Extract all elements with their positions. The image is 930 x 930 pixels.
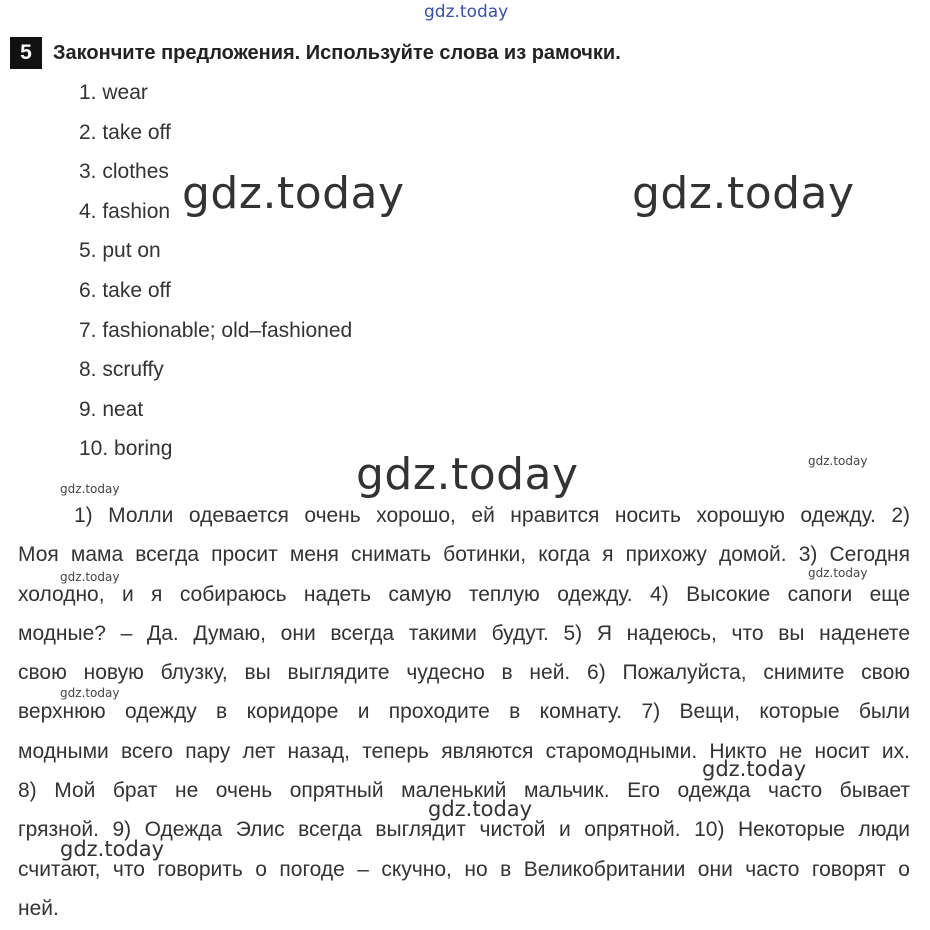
translation-line: холодно, и я собираюсь надеть самую теплую одежду. 4) Высокие сапоги еще bbox=[18, 582, 910, 606]
watermark-medium: gdz.today bbox=[702, 757, 807, 781]
watermark-small: gdz.today bbox=[60, 686, 120, 700]
task-title: Закончите предложения. Используйте слова из рамочки. bbox=[53, 42, 621, 64]
answer-item: 1. wear bbox=[79, 81, 148, 104]
watermark-small: gdz.today bbox=[808, 566, 868, 580]
translation-line: ней. bbox=[18, 896, 59, 920]
answer-item: 10. boring bbox=[79, 437, 173, 461]
answer-item: 5. put on bbox=[79, 239, 161, 263]
answer-item: 6. take off bbox=[79, 278, 171, 302]
answer-list bbox=[79, 80, 352, 476]
translation-line: модными всего пару лет назад, теперь являются старомодными. Никто не носит их. bbox=[18, 739, 910, 763]
translation-line: 8) Мой брат не очень опрятный маленький мальчик. Его одежда часто бывает bbox=[18, 779, 910, 803]
translation-line: считают, что говорить о погоде – скучно, но в Великобритании они часто говорят о bbox=[18, 857, 910, 881]
watermark-large: gdz.today bbox=[182, 168, 405, 219]
translation-line: Моя мама всегда просит меня снимать ботинки, когда я прихожу домой. 3) Сегодня bbox=[18, 543, 910, 567]
translation-line: модные? – Да. Думаю, они всегда такими будут. 5) Я надеюсь, что вы наденете bbox=[18, 621, 910, 645]
watermark-small: gdz.today bbox=[808, 454, 868, 468]
watermark-top: gdz.today bbox=[424, 2, 509, 22]
answer-item: 3. clothes bbox=[79, 160, 169, 184]
answer-item: 9. neat bbox=[79, 397, 144, 421]
watermark-large: gdz.today bbox=[356, 449, 579, 500]
watermark-small: gdz.today bbox=[60, 570, 120, 584]
translation-line: верхнюю одежду в коридоре и проходите в комнату. 7) Вещи, которые были bbox=[18, 700, 910, 724]
translation-paragraph bbox=[18, 496, 910, 928]
task-number-badge: 5 bbox=[10, 37, 42, 69]
watermark-medium: gdz.today bbox=[60, 837, 165, 861]
translation-line: грязной. 9) Одежда Элис всегда выглядит чистой и опрятной. 10) Некоторые люди bbox=[18, 818, 910, 842]
watermark-large: gdz.today bbox=[632, 168, 855, 219]
answer-item: 8. scruffy bbox=[79, 358, 164, 382]
answer-item: 2. take off bbox=[79, 120, 171, 144]
answer-item: 4. fashion bbox=[79, 199, 171, 223]
watermark-medium: gdz.today bbox=[428, 797, 533, 821]
watermark-small: gdz.today bbox=[60, 482, 120, 496]
translation-line: свою новую блузку, вы выглядите чудесно в ней. 6) Пожалуйста, снимите свою bbox=[18, 661, 910, 685]
answer-item: 7. fashionable; old–fashioned bbox=[79, 318, 353, 342]
translation-line: 1) Молли одевается очень хорошо, ей нравится носить хорошую одежду. 2) bbox=[74, 504, 910, 527]
